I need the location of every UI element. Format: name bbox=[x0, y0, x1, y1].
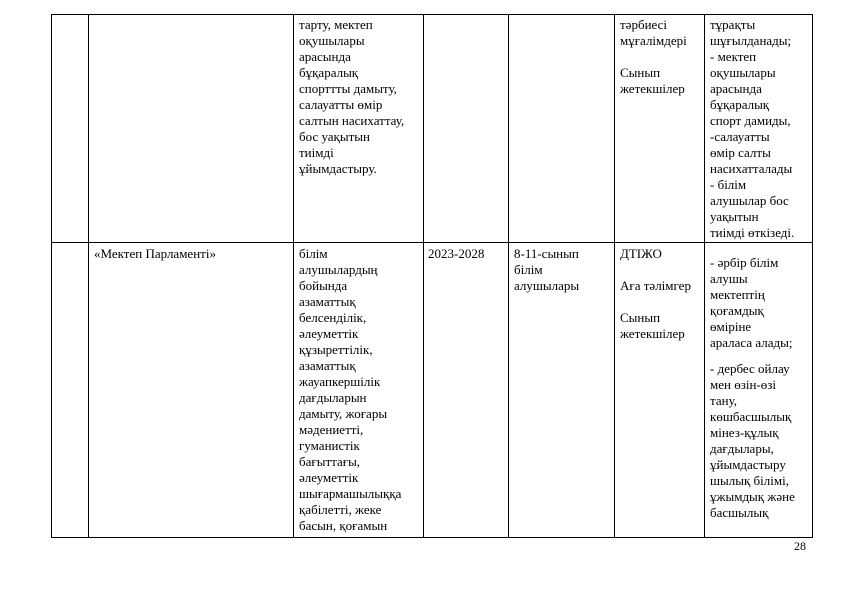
row2-event-cell: «Мектеп Парламенті» bbox=[94, 246, 216, 261]
row1-responsible-cell: тәрбиесі мұғалімдері Сынып жетекшілер bbox=[620, 17, 687, 96]
table-border-top bbox=[51, 14, 812, 15]
row2-result-a-cell: - әрбір білім алушы мектептің қоғамдық өміріне араласа алады; bbox=[710, 255, 793, 350]
row2-responsible-cell: ДТІЖО Аға тәлімгер Сынып жетекшілер bbox=[620, 246, 691, 341]
table-column-divider bbox=[508, 14, 509, 538]
row1-goal-cell: тарту, мектеп оқушылары арасында бұқаралық спорттты дамыту, салауатты өмір салтын насихаттау, бос уақытын тиімді ұйымдастыру. bbox=[299, 17, 405, 176]
row2-period-cell: 2023-2028 bbox=[428, 246, 485, 261]
table-column-divider bbox=[704, 14, 705, 538]
table-column-divider bbox=[423, 14, 424, 538]
table-border-bottom bbox=[51, 537, 812, 538]
table-border-right bbox=[812, 14, 813, 538]
table-column-divider bbox=[88, 14, 89, 538]
row2-goal-cell: білім алушылардың бойында азаматтық белсенділік, әлеуметтік құзыреттілік, азаматтық жауапкершілік дағдыларын дамыту, жоғары мәдениетті, гуманистік бағыттағы, әлеуметтік шығармашылыққа қабілетті, жеке басын, қоғамын bbox=[299, 246, 402, 533]
row2-participants-cell: 8-11-сынып білім алушылары bbox=[514, 246, 580, 293]
table-row-divider bbox=[51, 242, 812, 243]
row2-result-b-cell: - дербес ойлау мен өзін-өзі тану, көшбасшылық мінез-құлық дағдылары, ұйымдастыру шылық білімі, ұжымдық және басшылық bbox=[710, 361, 795, 520]
row1-result-cell: тұрақты шұғылданады; - мектеп оқушылары арасында бұқаралық спорт дамиды, -салауатты өмір салты насихатталады - білім алушылар бос уақытын тиімді өткізеді. bbox=[710, 17, 795, 240]
table-column-divider bbox=[293, 14, 294, 538]
table-column-divider bbox=[614, 14, 615, 538]
page-number: 28 bbox=[794, 539, 806, 553]
table-border-left bbox=[51, 14, 52, 538]
